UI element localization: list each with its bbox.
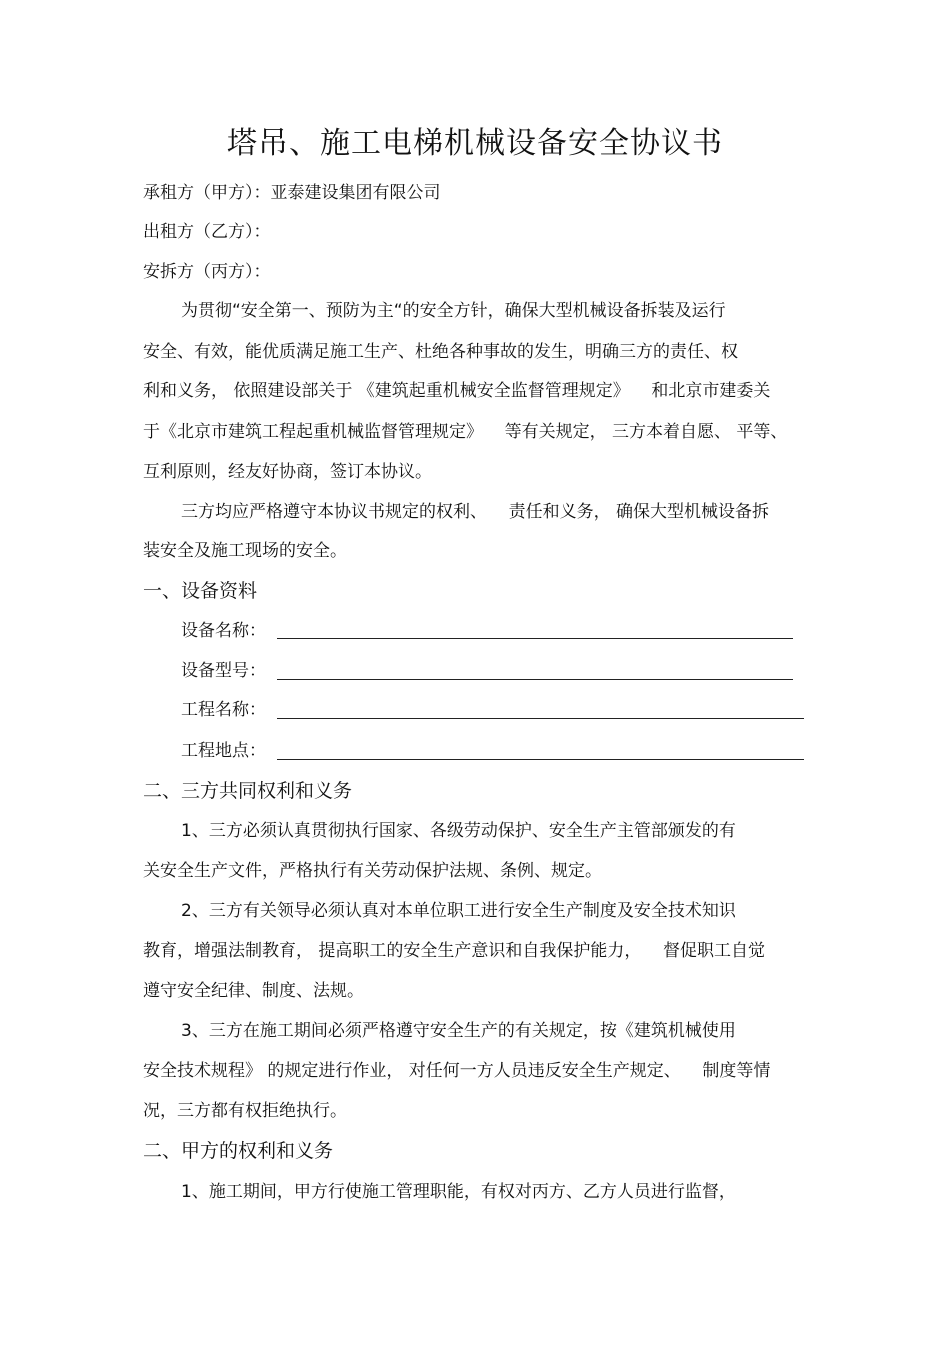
section3-heading: 二、甲方的权利和义务 xyxy=(143,1140,334,1162)
project-name-label: 工程名称： xyxy=(181,700,266,720)
section1-heading: 一、设备资料 xyxy=(143,580,258,602)
equipment-name-row xyxy=(181,619,266,643)
project-location-label: 工程地点： xyxy=(181,741,266,761)
equipment-name-label: 设备名称： xyxy=(181,621,266,641)
section2-item2-line-2: 教育，增强法制教育， 提高职工的安全生产意识和自我保护能力， 督促职工自觉 xyxy=(143,941,766,961)
party-installer: 安拆方（丙方）： xyxy=(143,262,271,282)
intro-line-2: 安全、有效，能优质满足施工生产、杜绝各种事故的发生，明确三方的责任、权 xyxy=(143,342,738,362)
intro-line-1: 为贯彻“安全第一、预防为主“的安全方针，确保大型机械设备拆装及运行 xyxy=(181,301,726,321)
intro2-line-1: 三方均应严格遵守本协议书规定的权利、 责任和义务， 确保大型机械设备拆 xyxy=(181,502,770,522)
section2-item3-line-3: 况，三方都有权拒绝执行。 xyxy=(143,1101,347,1121)
equipment-model-label: 设备型号： xyxy=(181,661,266,681)
section2-item3-line-2: 安全技术规程》 的规定进行作业， 对任何一方人员违反安全生产规定、 制度等情 xyxy=(143,1061,771,1081)
equipment-model-blank xyxy=(277,679,793,680)
section2-item2-line-3: 遵守安全纪律、制度、法规。 xyxy=(143,981,364,1001)
intro-line-4: 于《北京市建筑工程起重机械监督管理规定》 等有关规定， 三方本着自愿、 平等、 xyxy=(143,422,788,442)
section2-heading: 二、三方共同权利和义务 xyxy=(143,780,353,802)
intro-line-3: 利和义务， 依照建设部关于 《建筑起重机械安全监督管理规定》 和北京市建委关 xyxy=(143,381,771,401)
intro2-line-2: 装安全及施工现场的安全。 xyxy=(143,541,347,561)
document-title: 塔吊、施工电梯机械设备安全协议书 xyxy=(227,126,723,161)
project-location-row xyxy=(181,739,266,763)
section3-item1-line-1: 1、施工期间，甲方行使施工管理职能，有权对丙方、乙方人员进行监督， xyxy=(181,1182,736,1202)
project-location-blank xyxy=(277,759,804,760)
party-lessor: 出租方（乙方）： xyxy=(143,222,271,242)
section2-item3-line-1: 3、三方在施工期间必须严格遵守安全生产的有关规定，按《建筑机械使用 xyxy=(181,1021,736,1041)
equipment-name-blank xyxy=(277,638,793,639)
equipment-model-row xyxy=(181,659,266,683)
party-lessee: 承租方（甲方）：亚泰建设集团有限公司 xyxy=(143,183,441,203)
section2-item1-line-1: 1、三方必须认真贯彻执行国家、各级劳动保护、安全生产主管部颁发的有 xyxy=(181,821,736,841)
project-name-blank xyxy=(277,718,804,719)
project-name-row xyxy=(181,698,266,722)
section2-item1-line-2: 关安全生产文件，严格执行有关劳动保护法规、条例、规定。 xyxy=(143,861,602,881)
section2-item2-line-1: 2、三方有关领导必须认真对本单位职工进行安全生产制度及安全技术知识 xyxy=(181,901,736,921)
intro-line-5: 互利原则，经友好协商，签订本协议。 xyxy=(143,462,432,482)
